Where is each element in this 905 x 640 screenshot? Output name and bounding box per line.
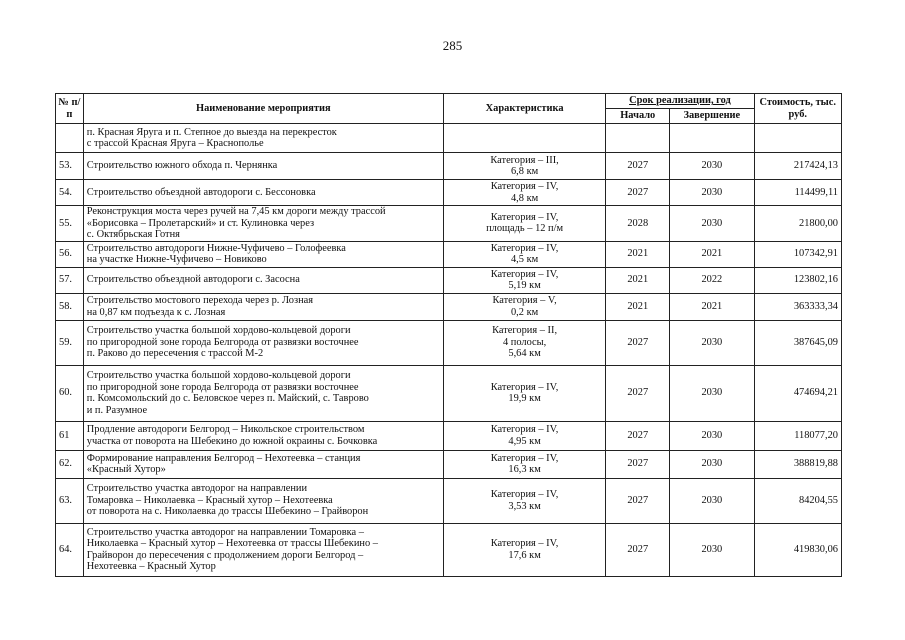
end-year: 2030 [670,180,754,206]
measure-characteristics-line: Категория – IV, [490,381,559,393]
end-year: 2030 [670,365,754,421]
cost-value: 474694,21 [754,365,841,421]
table-row [56,206,842,242]
cost-value: 217424,13 [754,153,841,180]
measure-characteristics-line: Категория – IV, [490,538,559,549]
measure-name [83,124,443,153]
measure-characteristics-line: Категория – IV, [490,268,559,280]
start-year: 2028 [606,206,670,242]
table-row [56,153,842,180]
measure-characteristics-line: 3,53 км [508,500,541,512]
measure-characteristics-line: 5,19 км [508,280,541,291]
measure-name [83,523,443,576]
cost-value: 21800,00 [754,206,841,242]
measure-name-line: Строительство объездной автодороги с. Засосна [86,274,300,286]
measure-characteristics [443,365,606,421]
measure-name-line: с трассой Красная Яруга – Краснополье [86,138,264,149]
measure-name-line: п. Раково до пересечения с трассой М-2 [86,348,264,360]
measure-characteristics-line: 19,9 км [508,393,541,404]
measure-name-line: Строительство участка большой хордово-кольцевой дороги [86,370,351,381]
measure-name-line: Нехотеевка – Красный Хутор [86,561,216,572]
header-name: Наименование мероприятия [83,94,443,124]
row-number: 58. [56,293,84,320]
row-number: 55. [56,206,84,242]
measure-characteristics-line: Категория – IV, [490,424,559,435]
measure-name-line: Николаевка – Красный хутор – Нехотеевка от трассы Шебекино – [86,538,378,549]
measure-name-line: и п. Разумное [86,404,148,416]
measure-characteristics-line: Категория – IV, [490,242,559,254]
start-year: 2027 [606,523,670,576]
measure-name-line: на участке Нижне-Чуфичево – Новиково [86,254,267,265]
header-cost: Стоимость, тыс. руб. [754,94,841,124]
measure-name-line: Реконструкция моста через ручей на 7,45 км дороги между трассой [86,206,386,217]
measure-characteristics [443,523,606,576]
measure-characteristics-line: Категория – II, [492,325,558,337]
measure-characteristics-line: 16,3 км [508,464,541,475]
end-year: 2030 [670,421,754,450]
measure-name [83,293,443,320]
cost-value: 387645,09 [754,320,841,365]
measure-characteristics-line: 4,5 км [510,254,539,265]
row-number: 63. [56,478,84,523]
measure-name-line: от поворота на с. Николаевка до трассы Шебекино – Грайворон [86,506,369,518]
table-row [56,365,842,421]
measure-name [83,450,443,478]
end-year: 2021 [670,293,754,320]
start-year: 2021 [606,293,670,320]
measure-characteristics-line: Категория – IV, [490,489,559,500]
measure-name-line: Строительство объездной автодороги с. Бессоновка [86,186,316,198]
measure-characteristics-line: Категория – III, [490,154,559,166]
header-period-label: Срок реализации, год [629,95,731,106]
row-number: 64. [56,523,84,576]
table-row [56,478,842,523]
table-row [56,523,842,576]
end-year: 2022 [670,267,754,293]
row-number: 62. [56,450,84,478]
measure-name-line: Томаровка – Николаевка – Красный хутор – Нехотеевка [86,494,333,506]
measure-characteristics [443,478,606,523]
measure-characteristics [443,124,606,153]
cost-value: 84204,55 [754,478,841,523]
cost-value: 107342,91 [754,241,841,267]
start-year: 2027 [606,421,670,450]
end-year: 2030 [670,320,754,365]
measure-characteristics-line: 4,8 км [510,192,539,204]
measure-name-line: по пригородной зоне города Белгорода от развязки восточнее [86,336,359,348]
table-row [56,421,842,450]
end-year: 2030 [670,153,754,180]
measure-name-line: Строительство участка автодорог на направлении [86,483,308,495]
measure-name-line: на 0,87 км подъезда к с. Лозная [86,306,226,318]
cost-value: 363333,34 [754,293,841,320]
measure-name-line: Строительство мостового перехода через р. Лозная [86,295,314,306]
row-number: 60. [56,365,84,421]
measure-name-line: п. Комсомольский до с. Беловское через п. Майский, с. Таврово [86,393,369,404]
measure-name-line: «Красный Хутор» [86,464,166,475]
measure-characteristics-line: площадь – 12 п/м [486,223,564,235]
end-year: 2021 [670,241,754,267]
table-row [56,293,842,320]
cost-value: 419830,06 [754,523,841,576]
measure-name-line: п. Красная Яруга и п. Степное до выезда на перекресток [86,126,337,138]
page-number: 285 [442,38,463,53]
measure-name-line: Грайворон до пересечения с продолжением дороги Белгород – [86,549,364,561]
table-row [56,450,842,478]
measure-name [83,267,443,293]
measure-characteristics [443,293,606,320]
start-year [606,124,670,153]
measure-name-line: Продление автодороги Белгород – Никольское строительством [86,424,365,435]
cost-value: 123802,16 [754,267,841,293]
measure-characteristics [443,267,606,293]
measure-name [83,180,443,206]
row-number: 61 [56,421,84,450]
measure-characteristics-line: 4,95 км [508,435,541,447]
measure-name-line: участка от поворота на Шебекино до южной окраины с. Бочковка [86,435,378,447]
measure-name-line: «Борисовка – Пролетарский» и ст. Кулиновка через [86,217,315,229]
measure-name-line: Строительство южного обхода п. Чернянка [86,160,278,172]
row-number: 59. [56,320,84,365]
start-year: 2021 [606,241,670,267]
measure-characteristics [443,241,606,267]
measure-characteristics-line: 17,6 км [508,549,541,561]
measure-characteristics-line: Категория – IV, [490,211,559,223]
row-number: 53. [56,153,84,180]
start-year: 2027 [606,450,670,478]
row-number [56,124,84,153]
measure-name-line: Строительство автодороги Нижне-Чуфичево – Голофеевка [86,242,346,254]
measure-characteristics-line: Категория – V, [492,295,557,306]
header-period [606,94,754,109]
end-year: 2030 [670,523,754,576]
measure-name-line: с. Октябрьская Готня [86,229,180,240]
measure-name-line: по пригородной зоне города Белгорода от развязки восточнее [86,381,359,393]
measure-characteristics [443,180,606,206]
table-row [56,180,842,206]
row-number: 57. [56,267,84,293]
start-year: 2027 [606,365,670,421]
measure-name [83,421,443,450]
start-year: 2021 [606,267,670,293]
cost-value: 388819,88 [754,450,841,478]
cost-value: 118077,20 [754,421,841,450]
measure-characteristics-line: 6,8 км [510,166,539,177]
header-start: Начало [606,109,670,124]
cost-value [754,124,841,153]
row-number: 54. [56,180,84,206]
measure-characteristics-line: 0,2 км [510,306,539,318]
start-year: 2027 [606,320,670,365]
measure-characteristics-line: 5,64 км [508,348,541,360]
measure-name-line: Формирование направления Белгород – Нехотеевка – станция [86,452,361,464]
table-row [56,124,842,153]
end-year: 2030 [670,478,754,523]
measure-name-line: Строительство участка большой хордово-кольцевой дороги [86,325,351,337]
measure-characteristics-line: 4 полосы, [502,336,547,348]
measure-characteristics-line: Категория – IV, [490,181,559,192]
measure-name [83,365,443,421]
measure-name [83,320,443,365]
row-number: 56. [56,241,84,267]
measure-name [83,241,443,267]
start-year: 2027 [606,153,670,180]
table-row [56,267,842,293]
start-year: 2027 [606,180,670,206]
measures-table [55,93,842,577]
header-num: № п/п [56,94,84,124]
end-year: 2030 [670,450,754,478]
measure-name-line: Строительство участка автодорог на направлении Томаровка – [86,526,364,538]
measure-characteristics [443,450,606,478]
table-row [56,241,842,267]
header-characteristics: Характеристика [443,94,606,124]
table-row [56,320,842,365]
cost-value: 114499,11 [754,180,841,206]
start-year: 2027 [606,478,670,523]
measure-name [83,153,443,180]
measure-characteristics [443,421,606,450]
measure-name [83,478,443,523]
end-year: 2030 [670,206,754,242]
measure-characteristics [443,206,606,242]
measure-characteristics [443,320,606,365]
measure-name [83,206,443,242]
end-year [670,124,754,153]
header-end: Завершение [670,109,754,124]
table-body [56,124,842,577]
measure-characteristics-line: Категория – IV, [490,452,559,464]
measure-characteristics [443,153,606,180]
